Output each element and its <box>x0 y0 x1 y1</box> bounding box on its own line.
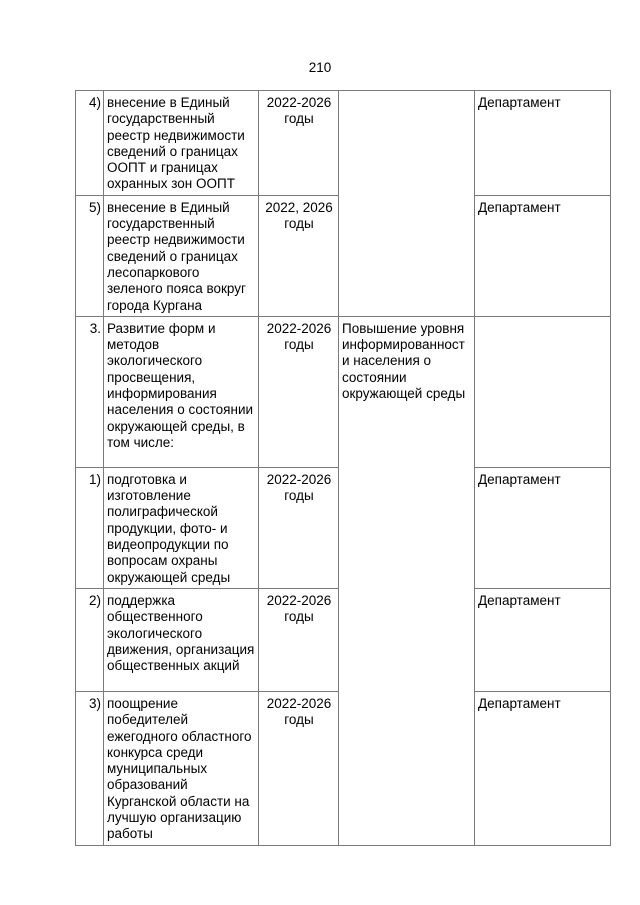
period-cell: 2022-2026 годы <box>259 467 339 588</box>
result-cell: Повышение уровня информированности населения о состоянии окружающей среды <box>339 316 475 845</box>
period-cell: 2022-2026 годы <box>259 91 339 196</box>
executor-cell <box>475 316 611 467</box>
measure-cell: поощрение победителей ежегодного областного конкурса среди муниципальных образований Курганской области на лучшую организацию работы <box>104 691 259 845</box>
period-cell: 2022-2026 годы <box>259 588 339 691</box>
row-number: 5) <box>76 195 104 316</box>
row-number: 2) <box>76 588 104 691</box>
row-number: 3) <box>76 691 104 845</box>
row-number: 3. <box>76 316 104 467</box>
period-cell: 2022, 2026 годы <box>259 195 339 316</box>
measures-table <box>75 90 611 846</box>
measure-cell: внесение в Единый государственный реестр недвижимости сведений о границах лесопаркового зеленого пояса вокруг города Кургана <box>104 195 259 316</box>
measure-cell: Развитие форм и методов экологического просвещения, информирования населения о состоянии окружающей среды, в том числе: <box>104 316 259 467</box>
period-cell: 2022-2026 годы <box>259 691 339 845</box>
table-row <box>76 316 611 467</box>
executor-cell: Департамент <box>475 195 611 316</box>
page-number: 210 <box>308 60 332 75</box>
measure-cell: внесение в Единый государственный реестр недвижимости сведений о границах ООПТ и границах охранных зон ООПТ <box>104 91 259 196</box>
measure-cell: подготовка и изготовление полиграфической продукции, фото- и видеопродукции по вопросам охраны окружающей среды <box>104 467 259 588</box>
row-number: 4) <box>76 91 104 196</box>
executor-cell: Департамент <box>475 91 611 196</box>
period-cell: 2022-2026 годы <box>259 316 339 467</box>
executor-cell: Департамент <box>475 467 611 588</box>
measure-cell: поддержка общественного экологического движения, организация общественных акций <box>104 588 259 691</box>
executor-cell: Департамент <box>475 691 611 845</box>
result-cell <box>339 91 475 317</box>
row-number: 1) <box>76 467 104 588</box>
table-row <box>76 91 611 196</box>
executor-cell: Департамент <box>475 588 611 691</box>
